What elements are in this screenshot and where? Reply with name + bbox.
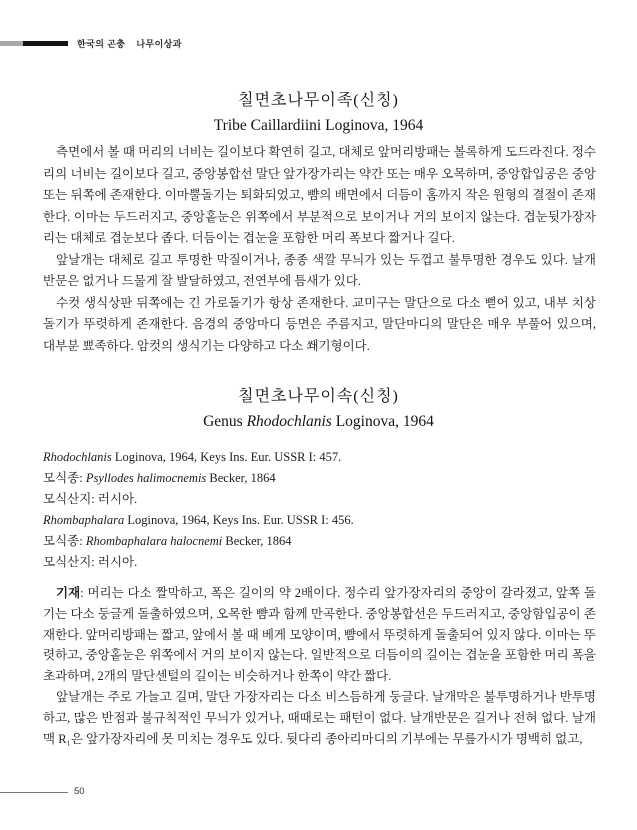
type-locality-line — [43, 552, 596, 573]
synonymy-line — [43, 447, 596, 468]
genus-name-italic: Rhodochlanis — [246, 413, 332, 430]
footer-rule — [0, 792, 68, 793]
type-species-line — [43, 468, 596, 489]
tribe-title-block — [0, 89, 637, 137]
genus-title-prefix: Genus — [203, 413, 247, 430]
genus-title-latin — [0, 411, 637, 433]
synonymy-line — [43, 510, 596, 531]
genus-title-suffix: Loginova, 1964 — [331, 413, 434, 430]
tribe-title-korean: 칠면초나무이족(신칭) — [238, 92, 399, 109]
tribe-paragraph-forewing: 앞날개는 대체로 길고 투명한 막질이거나, 종종 색깔 무늬가 있는 두껍고 불투명한 경우도 있다. 날개반문은 없거나 드물게 잘 발달하였고, 전연부에 틈새가 있다. — [43, 252, 596, 288]
description-paragraph-forewing: 앞날개는 주로 가늘고 길며, 말단 가장자리는 다소 비스듬하게 둥글다. 날개막은 불투명하거나 반투명하고, 많은 반점과 불규칙적인 무늬가 있거나, 때때로는 패턴이 없다. 날개반문은 길거나 전혀 없다. 날개맥 R₁은 앞가장자리에 못 미치는 경우도 있다. 뒷다리 종아리마디의 기부에는 무릎가시가 명백히 없고, — [43, 689, 596, 746]
genus-title-block — [0, 385, 637, 433]
synonymy-citation: Becker, 1864 — [206, 471, 276, 485]
type-locality-line — [43, 489, 596, 510]
genus-description — [43, 583, 596, 749]
synonymy-citation: Loginova, 1964, Keys Ins. Eur. USSR I: 457. — [111, 450, 342, 464]
page-number: 50 — [74, 786, 85, 797]
synonymy-prefix: 모식종: — [43, 471, 86, 485]
synonymy-citation: Loginova, 1964, Keys Ins. Eur. USSR I: 456. — [124, 513, 354, 527]
header-bar-gray — [0, 41, 23, 46]
taxon-name-italic: Psyllodes halimocnemis — [85, 471, 207, 485]
tribe-paragraph-genitalia: 수컷 생식상판 뒤쪽에는 긴 가로돌기가 항상 존재한다. 교미구는 말단으로 다소 뻗어 있고, 내부 치상돌기가 뚜렷하게 존재한다. 음경의 중앙마디 등면은 주름지고, 말단마디의 말단은 매우 부풀어 있으며, 대부분 뾰족하다. 암컷의 생식기는 다양하고 다소 쐐기형이다. — [43, 295, 596, 353]
type-species-line — [43, 531, 596, 552]
synonymy-prefix: 모식산지: 러시아. — [43, 555, 138, 569]
description-text: : 머리는 다소 짤막하고, 폭은 길이의 약 2배이다. 정수리 앞가장자리의 중앙이 갈라졌고, 앞쪽 돌기는 다소 둥글게 돌출하였으며, 오목한 뺨과 함께 만곡한다. 중앙봉합선은 두드러지고, 중앙함입공이 존재한다. 앞머리방패는 짧고, 앞에서 볼 때 베게 모양이며, 뺨에서 뚜렷하게 돌출되어 있지 않다. 이마는 뚜렷하고, 중앙홑눈은 위쪽에서 거의 보이지 않는다. 일반적으로 더듬이의 길이는 겹눈을 포함한 머리 폭을 초과하며, 2개의 말단센털의 길이는 비슷하거나 한쪽이 약간 짧다. — [43, 586, 596, 684]
running-title-chapter: 나무이상과 — [136, 39, 182, 49]
synonymy-list — [43, 447, 596, 573]
running-header — [0, 37, 182, 50]
taxon-name-italic: Rhombaphalara — [43, 513, 125, 527]
genus-title-korean: 칠면초나무이속(신칭) — [238, 388, 399, 405]
taxon-name-italic: Rhombaphalara halocnemi — [85, 534, 223, 548]
synonymy-prefix: 모식산지: 러시아. — [43, 492, 138, 506]
description-paragraph-head — [43, 583, 596, 687]
tribe-description — [43, 142, 596, 357]
taxon-name-italic: Rhodochlanis — [43, 450, 112, 464]
header-bar-black — [23, 41, 68, 46]
description-label: 기재 — [56, 586, 81, 600]
tribe-paragraph-head: 측면에서 볼 때 머리의 너비는 길이보다 확연히 길고, 대체로 앞머리방패는 볼록하게 도드라진다. 정수리의 너비는 길이보다 길고, 중앙봉합선 말단 앞가장가리는 약간 또는 매우 오목하며, 중앙합입공은 중앙 또는 뒤쪽에 존재한다. 이마뿔돌기는 퇴화되었고, 뺨의 배면에서 더듬이 홈까지 작은 원형의 결절이 존재한다. 이마는 두드러지고, 중앙홑눈은 위쪽에서 부분적으로 보이거나 거의 보이지 않는다. 겹눈뒷가장자리는 대체로 겹눈보다 좁다. 더듬이는 겹눈을 포함한 머리 폭보다 짧거나 길다. — [43, 145, 596, 245]
tribe-title-latin: Tribe Caillardiini Loginova, 1964 — [213, 117, 424, 134]
synonymy-citation: Becker, 1864 — [222, 534, 292, 548]
synonymy-prefix: 모식종: — [43, 534, 86, 548]
running-title-book: 한국의 곤충 — [77, 39, 126, 49]
